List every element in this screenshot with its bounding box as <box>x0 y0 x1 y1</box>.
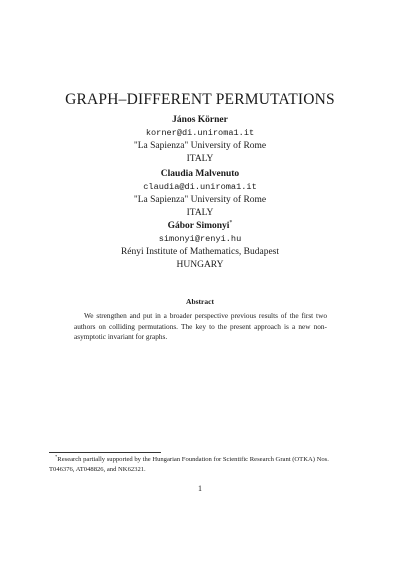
author-affiliation: "La Sapienza" University of Rome <box>133 141 267 151</box>
author-email: simonyi@renyi.hu <box>158 234 242 244</box>
author-country: ITALY <box>186 154 214 164</box>
author-block-korner <box>0 114 400 166</box>
author-name-text: Gábor Simonyi <box>167 221 230 231</box>
abstract-heading: Abstract <box>186 297 214 306</box>
author-block-malvenuto <box>0 168 400 220</box>
author-affiliation: "La Sapienza" University of Rome <box>133 195 267 205</box>
author-email: korner@di.uniroma1.it <box>145 128 255 138</box>
author-country: ITALY <box>186 208 214 218</box>
footnote-marker: * <box>229 219 233 226</box>
footnote-text: Research partially supported by the Hungarian Foundation for Scientific Research Grant (OTKA) Nos. T046376, AT048826, and NK62321. <box>49 456 329 473</box>
author-email: claudia@di.uniroma1.it <box>143 182 257 192</box>
author-country: HUNGARY <box>176 260 224 270</box>
author-affiliation: Rényi Institute of Mathematics, Budapest <box>120 247 280 257</box>
footnote-marker: * <box>55 453 58 459</box>
author-name: János Körner <box>172 115 228 125</box>
abstract-text: We strengthen and put in a broader perspective previous results of the first two authors on colliding permutations. The key to the present approach is a new non-asymptotic invariant for graphs. <box>74 311 327 342</box>
footnote-divider <box>49 452 161 453</box>
author-block-simonyi <box>0 220 400 272</box>
page-number: 1 <box>198 484 202 493</box>
paper-title: GRAPH–DIFFERENT PERMUTATIONS <box>65 91 335 108</box>
author-name: Claudia Malvenuto <box>160 169 240 179</box>
author-name <box>0 220 400 233</box>
footnote <box>49 455 351 474</box>
